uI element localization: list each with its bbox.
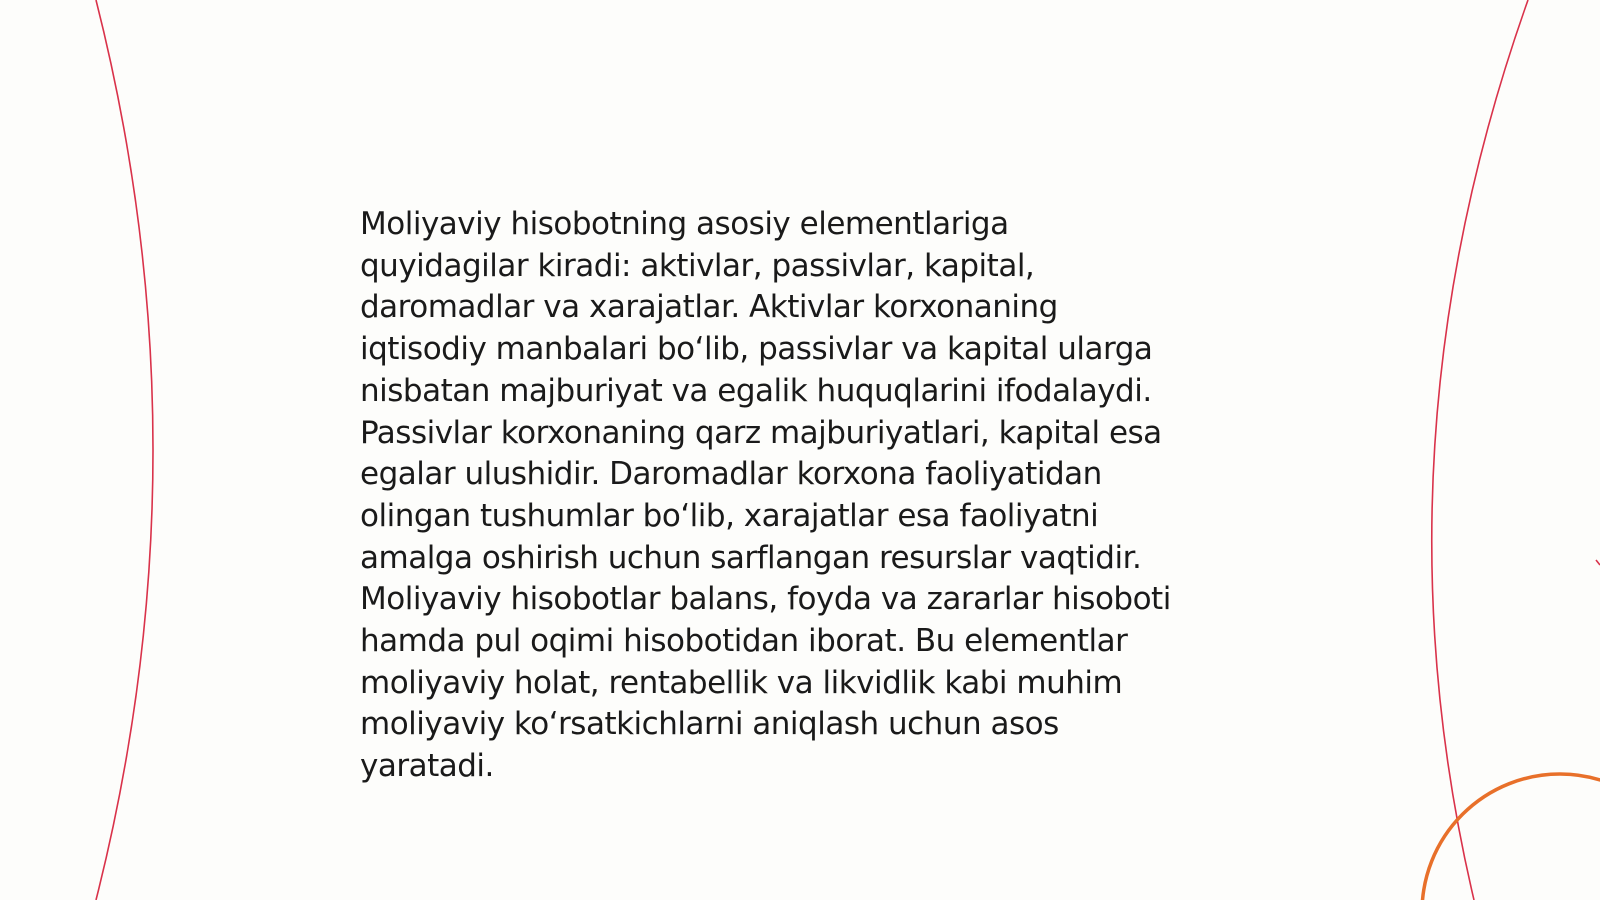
paragraph-line: Passivlar korxonaning qarz majburiyatlari, kapital esa [360,414,1162,451]
paragraph-line: moliyaviy holat, rentabellik va likvidlik kabi muhim [360,664,1123,701]
paragraph-line: amalga oshirish uchun sarflangan resurslar vaqtidir. [360,539,1142,576]
right-curve [1432,0,1528,900]
paragraph-line: daromadlar va xarajatlar. Aktivlar korxonaning [360,289,1058,326]
paragraph-line: hamda pul oqimi hisobotidan iborat. Bu elementlar [360,623,1128,660]
right-edge-tick [1596,560,1600,565]
paragraph-line: egalar ulushidir. Daromadlar korxona faoliyatidan [360,456,1102,493]
paragraph-line: iqtisodiy manbalari bo‘lib, passivlar va kapital ularga [360,331,1153,368]
paragraph-line: moliyaviy ko‘rsatkichlarni aniqlash uchun asos [360,706,1059,743]
body-paragraph [360,204,1260,788]
paragraph-line: yaratadi. [360,748,494,785]
paragraph-line: quyidagilar kiradi: aktivlar, passivlar, kapital, [360,247,1035,284]
paragraph-line: Moliyaviy hisobotlar balans, foyda va zararlar hisoboti [360,581,1171,618]
paragraph-line: olingan tushumlar bo‘lib, xarajatlar esa faoliyatni [360,497,1099,534]
paragraph-line: nisbatan majburiyat va egalik huquqlarini ifodalaydi. [360,372,1152,409]
left-curve [96,0,153,900]
orange-ring [1422,774,1600,900]
paragraph-line: Moliyaviy hisobotning asosiy elementlariga [360,206,1009,242]
